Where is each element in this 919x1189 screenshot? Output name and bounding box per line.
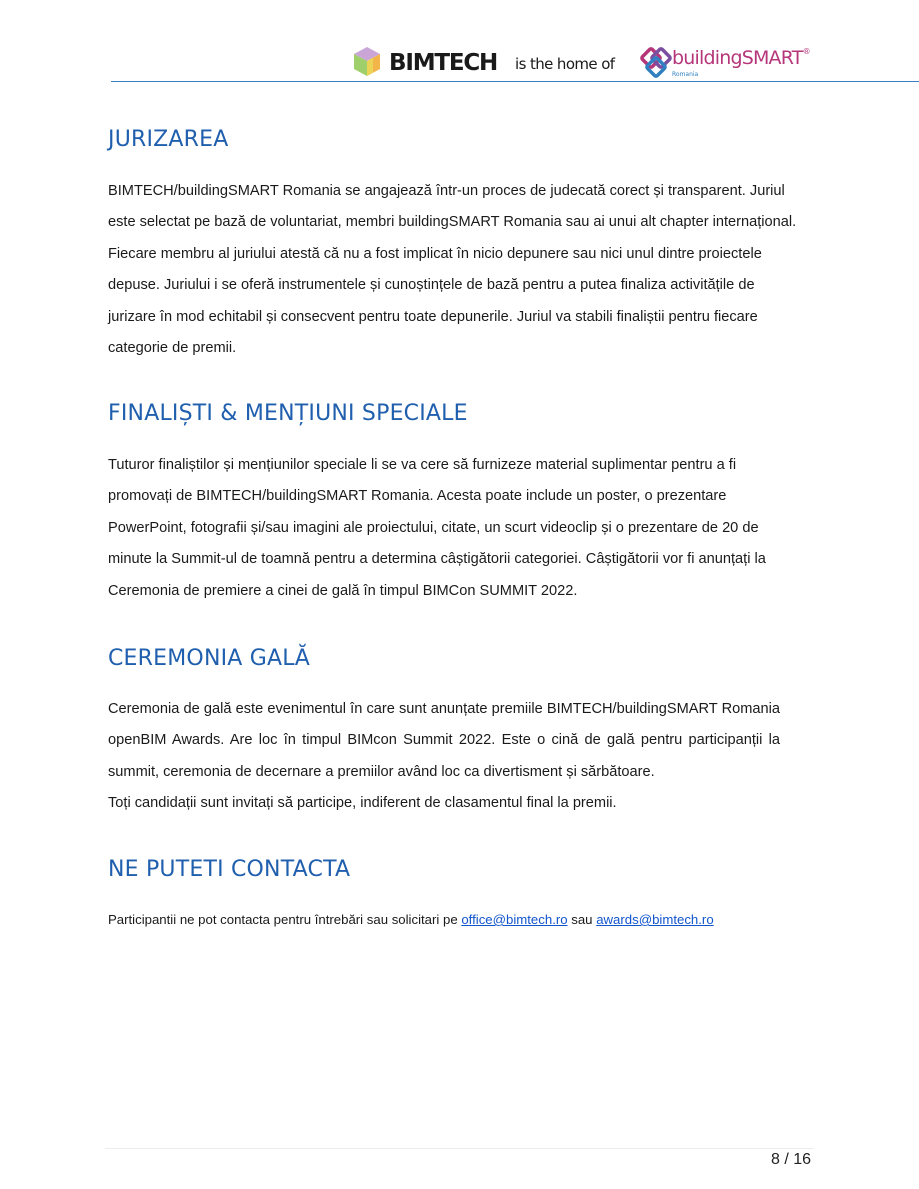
header-connector-text: is the home of (515, 55, 615, 73)
buildingsmart-brand-name: buildingSMART® (672, 47, 810, 69)
contact-text: Participantii ne pot contacta pentru întrebări sau solicitari pe (108, 912, 458, 927)
awards-email-link[interactable]: awards@bimtech.ro (596, 912, 714, 927)
section-paragraph-ceremonia-invite: Toți candidații sunt invitați să participe, indiferent de clasamentul final la premii. (108, 795, 617, 811)
section-heading-finalisti: FINALIȘTI & MENȚIUNI SPECIALE (108, 401, 468, 426)
header-divider (111, 81, 919, 82)
trademark-mark: ® (802, 47, 810, 56)
section-heading-contact: NE PUTETI CONTACTA (108, 857, 351, 882)
page-header (0, 0, 919, 84)
buildingsmart-region: Romania (672, 71, 699, 78)
section-heading-ceremonia: CEREMONIA GALĂ (108, 646, 310, 671)
section-paragraph-ceremonia: Ceremonia de gală este evenimentul în care sunt anunțate premiile BIMTECH/buildingSMART Romania openBIM Awards. Are loc în timpul BIMcon Summit 2022. Este o cină de gală pentru participanții la summit, ceremonia de decernare a premiilor având loc ca divertisment și sărbătoare. (108, 701, 780, 780)
office-email-link[interactable]: office@bimtech.ro (461, 912, 568, 927)
contact-line (108, 912, 714, 927)
section-paragraph-finalisti: Tuturor finaliștilor și mențiunilor speciale li se va cere să furnizeze material suplimentar pentru a fi promovați de BIMTECH/buildingSMART Romania. Acesta poate include un poster, o prezentare PowerPoint, fotografii și/sau imagini ale proiectului, citate, un scurt videoclip și o prezentare de 20 de minute la Summit-ul de toamnă pentru a determina câștigătorii categoriei. Câștigătorii vor fi anunțați la Ceremonia de premiere a cinei de gală în timpul BIMCon SUMMIT 2022. (108, 457, 766, 599)
section-paragraph-jurizarea: BIMTECH/buildingSMART Romania se angajează într-un proces de judecată corect și transparent. Juriul este selectat pe bază de voluntariat, membri buildingSMART Romania sau ai unui alt chapter internațional. Fiecare membru al juriului atestă că nu a fost implicat în nicio depunere sau nici unul dintre proiectele depuse. Juriului i se oferă instrumentele și cunoștințele de bază pentru a putea finaliza activitățile de jurizare în mod echitabil și consecvent pentru toate depunerile. Juriul va stabili finaliștii pentru fiecare categorie de premii. (108, 183, 797, 357)
section-heading-jurizarea: JURIZAREA (108, 127, 229, 152)
contact-joiner: sau (571, 912, 593, 927)
bimtech-cube-logo (352, 46, 382, 78)
bimtech-brand-name: BIMTECH (389, 50, 498, 76)
buildingsmart-knot-logo (640, 47, 672, 79)
page-number: 8 / 16 (770, 1151, 811, 1168)
footer-divider (105, 1148, 814, 1149)
